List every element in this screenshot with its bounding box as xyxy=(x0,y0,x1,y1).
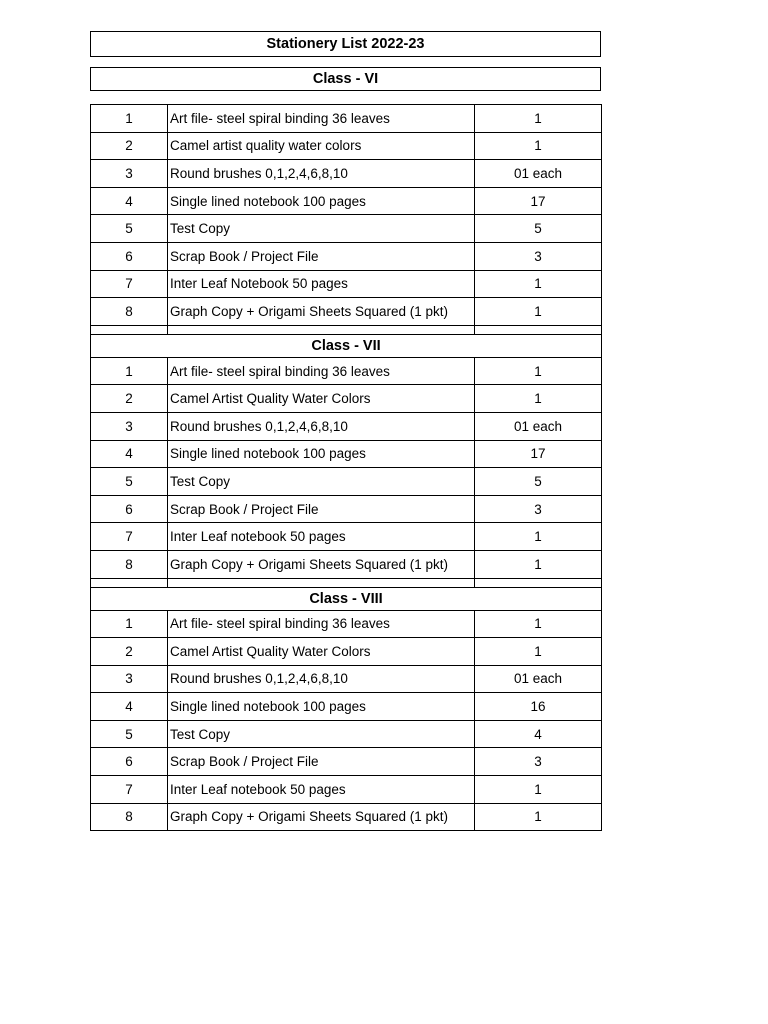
item-name: Scrap Book / Project File xyxy=(168,242,475,270)
class-heading-row xyxy=(91,334,602,357)
table-row xyxy=(91,105,602,133)
item-quantity: 3 xyxy=(475,748,602,776)
item-name: Graph Copy + Origami Sheets Squared (1 pkt) xyxy=(168,803,475,831)
item-number: 5 xyxy=(91,215,168,243)
item-number: 1 xyxy=(91,357,168,385)
table-row xyxy=(91,242,602,270)
item-quantity: 01 each xyxy=(475,412,602,440)
item-quantity: 1 xyxy=(475,550,602,578)
item-name: Inter Leaf notebook 50 pages xyxy=(168,776,475,804)
item-quantity: 1 xyxy=(475,638,602,666)
table-row xyxy=(91,357,602,385)
item-number: 2 xyxy=(91,638,168,666)
item-quantity: 1 xyxy=(475,610,602,638)
item-name: Test Copy xyxy=(168,215,475,243)
item-number: 3 xyxy=(91,412,168,440)
item-quantity: 1 xyxy=(475,132,602,160)
item-quantity: 01 each xyxy=(475,160,602,188)
item-name: Inter Leaf Notebook 50 pages xyxy=(168,270,475,298)
item-name: Inter Leaf notebook 50 pages xyxy=(168,523,475,551)
table-row xyxy=(91,748,602,776)
table-row xyxy=(91,215,602,243)
item-name: Graph Copy + Origami Sheets Squared (1 pkt) xyxy=(168,298,475,326)
item-quantity: 1 xyxy=(475,105,602,133)
item-number: 4 xyxy=(91,187,168,215)
item-number: 2 xyxy=(91,132,168,160)
table-row xyxy=(91,610,602,638)
table-row xyxy=(91,468,602,496)
item-number: 1 xyxy=(91,105,168,133)
table-row xyxy=(91,440,602,468)
item-name: Single lined notebook 100 pages xyxy=(168,440,475,468)
item-name: Camel artist quality water colors xyxy=(168,132,475,160)
item-number: 6 xyxy=(91,495,168,523)
class-heading-row xyxy=(91,587,602,610)
item-number: 8 xyxy=(91,298,168,326)
spacer-cell xyxy=(168,325,475,334)
table-row xyxy=(91,803,602,831)
item-name: Camel Artist Quality Water Colors xyxy=(168,385,475,413)
item-number: 7 xyxy=(91,270,168,298)
item-name: Art file- steel spiral binding 36 leaves xyxy=(168,357,475,385)
item-quantity: 1 xyxy=(475,385,602,413)
item-quantity: 5 xyxy=(475,215,602,243)
item-name: Scrap Book / Project File xyxy=(168,495,475,523)
item-name: Graph Copy + Origami Sheets Squared (1 pkt) xyxy=(168,550,475,578)
item-quantity: 17 xyxy=(475,440,602,468)
item-quantity: 1 xyxy=(475,776,602,804)
item-number: 5 xyxy=(91,468,168,496)
item-number: 6 xyxy=(91,242,168,270)
stationery-table xyxy=(90,104,602,831)
item-quantity: 1 xyxy=(475,357,602,385)
item-number: 6 xyxy=(91,748,168,776)
item-name: Single lined notebook 100 pages xyxy=(168,187,475,215)
item-name: Round brushes 0,1,2,4,6,8,10 xyxy=(168,665,475,693)
item-quantity: 3 xyxy=(475,242,602,270)
spacer-cell xyxy=(91,578,168,587)
item-name: Art file- steel spiral binding 36 leaves xyxy=(168,610,475,638)
table-row xyxy=(91,132,602,160)
item-number: 3 xyxy=(91,160,168,188)
table-row xyxy=(91,412,602,440)
item-quantity: 1 xyxy=(475,298,602,326)
item-number: 8 xyxy=(91,550,168,578)
table-row xyxy=(91,638,602,666)
item-quantity: 1 xyxy=(475,523,602,551)
item-number: 2 xyxy=(91,385,168,413)
item-name: Test Copy xyxy=(168,468,475,496)
item-name: Round brushes 0,1,2,4,6,8,10 xyxy=(168,412,475,440)
spacer-row xyxy=(91,325,602,334)
item-quantity: 01 each xyxy=(475,665,602,693)
item-quantity: 4 xyxy=(475,720,602,748)
spacer-cell xyxy=(475,578,602,587)
item-quantity: 1 xyxy=(475,270,602,298)
item-number: 7 xyxy=(91,523,168,551)
document-title: Stationery List 2022-23 xyxy=(90,31,601,57)
item-quantity: 17 xyxy=(475,187,602,215)
item-quantity: 1 xyxy=(475,803,602,831)
table-row xyxy=(91,160,602,188)
item-quantity: 5 xyxy=(475,468,602,496)
item-name: Single lined notebook 100 pages xyxy=(168,693,475,721)
table-row xyxy=(91,776,602,804)
table-row xyxy=(91,720,602,748)
table-row xyxy=(91,187,602,215)
item-name: Scrap Book / Project File xyxy=(168,748,475,776)
class-heading-vi: Class - VI xyxy=(90,67,601,91)
table-row xyxy=(91,385,602,413)
spacer-row xyxy=(91,578,602,587)
table-row xyxy=(91,298,602,326)
spacer-cell xyxy=(168,578,475,587)
item-number: 4 xyxy=(91,440,168,468)
spacer-cell xyxy=(91,325,168,334)
item-quantity: 3 xyxy=(475,495,602,523)
stationery-table-body xyxy=(91,105,602,831)
item-number: 3 xyxy=(91,665,168,693)
item-name: Art file- steel spiral binding 36 leaves xyxy=(168,105,475,133)
table-row xyxy=(91,693,602,721)
item-number: 1 xyxy=(91,610,168,638)
item-name: Camel Artist Quality Water Colors xyxy=(168,638,475,666)
class-heading-vii: Class - VII xyxy=(91,334,602,357)
table-row xyxy=(91,523,602,551)
item-number: 4 xyxy=(91,693,168,721)
table-row xyxy=(91,495,602,523)
item-quantity: 16 xyxy=(475,693,602,721)
class-heading-viii: Class - VIII xyxy=(91,587,602,610)
table-row xyxy=(91,665,602,693)
table-row xyxy=(91,270,602,298)
spacer-cell xyxy=(475,325,602,334)
item-number: 8 xyxy=(91,803,168,831)
table-row xyxy=(91,550,602,578)
item-number: 7 xyxy=(91,776,168,804)
item-name: Round brushes 0,1,2,4,6,8,10 xyxy=(168,160,475,188)
item-name: Test Copy xyxy=(168,720,475,748)
item-number: 5 xyxy=(91,720,168,748)
